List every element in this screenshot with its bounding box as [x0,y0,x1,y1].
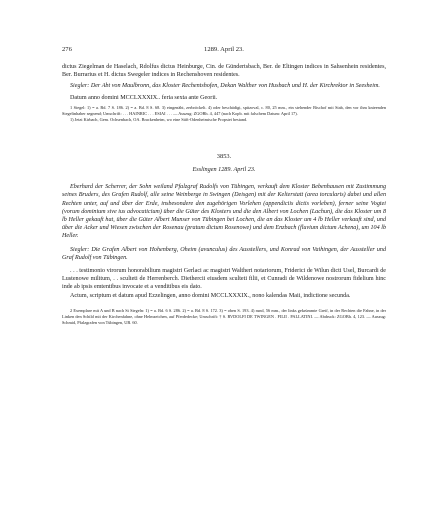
footnote: 1) Jetzt Kirbach, Gem. Ochsenbach, OA. Brackenheim, wo eine Stift-Odenheimische Propstei bestand. [70,117,248,122]
charter-dating: Datum anno domini MCCLXXXIX.. feria sexta ante Georii. [70,94,218,101]
running-header [62,46,386,56]
running-header-date: 1289. April 23. [204,46,244,53]
footnote: 2 Exemplare mit A und B nach St Siegeln: 1) = a. Bd. 6 S. 286. 2) = a. Bd. 8 S. 172. 3) = oben S. 193. 4) rund, 56 mm., der links gekrümmte Greif, in der Rechten die Fahne, in der Linken den Schild mit der Kirchenfahne, ohne Helmzeichen, auf Pferdedecke; Umschrift: † S. RVDOLFI DE TWINGEN . FILII . PALLATINI. — Abdruck: ZGOBh. 4, 123. — Auszug: Schmid, Pfalzgrafen von Tübingen, UB. 60. [62,307,386,325]
page-number: 276 [62,46,72,53]
regest-summary: Eberhard der Scherrer, der Sohn weiland Pfalzgraf Rudolfs von Tübingen, verkauft dem Kloster Bebenhausen mit Zustimmung seines Bruders, des Grafen Rudolf, alle seine Weinberge in Swingen (Deisgen) mit der Kelterstatt (area torcularis) dabei und allen Rechten unter, auf und über der Erde, insbesondere den zugehörigen Vorlehen (appendiciis dictis vorleben), ferner seine Vogtei (vorum dominium sive ius advocaticium) über die Güter des Klosters und die den Albert von Lochen (Lachun), die das Kloster um 8 lb Heller gekauft hat, über die Güter Albert Munser von Tübingen bei Lochen, die an das Kloster um 4 lb Heller verkauft sind, und über die Acker und Wiesen zwischen der Rosenau (pratum dictum Rosenowe) und dem Enzbach (fluvium dictum Achena), um 104 lb Heller. [62,184,386,240]
witness-list: . . . testimonio virorum honorabilium magistri Gerlaci ac magistri Waltheri notariorum, Friderici de Wilun dicti Usel, Burcardi de Lustenowe militum, . . sculteti de Herrenberch. Diethercii eiusdem sculteti filii, et Cunradi de Wildenowe nostrorum fidelium hinc inde ab ipsis emtentibus invocate et a venditibus eis dato. [62,267,386,291]
seals-note: Siegler: Die Grafen Albert von Hohenberg, Oheim (avunculus) des Ausstellers, und Konrad von Vaihingen, der Aussteller und Graf Rudolf von Tübingen. [62,246,386,261]
continued-charter-text: dictus Ziegelman de Haselach, Rdolfus dictus Heinburge, Cin. de Gündertsbach, Ber. de Eltingen indices in Sahsenhein residentes, Ber. Burrarius et H. dictus Swegeler indices in Rechenshoven residentes. [62,64,386,79]
document-number: 3853. [216,153,232,161]
text-column [62,63,386,326]
charter-dating: Actum, scriptum et datum apud Ezzelingen, anno domini MCCLXXXIX., nono kalendas Maii, indictione secunda. [70,292,351,299]
footnote: 1 Siegel: 1) = a. Bd. 7 S. 186. 2) = a. Bd. 8 S. 68. 3) eingenäht, zerbröckelt. 4) oder beschädigt, spitzoval, c. 80, 25 mm., ein stehender Bischof mit Stab, den vor ihm knieenden Siegelinhaber segnend; Umschrift: . . . HAINRIC . . . ESIAI . . . — Auszug: ZGOBh. 4, 447 (nach Kopb. mit falschem Datum: April 17). [62,104,386,116]
seals-note: Siegler: Der Abt von Maulbronn, das Kloster Rechentshofen, Dekan Walther von Husbach und H. der Kirchrektor in Seesheim. [70,83,380,90]
document-place-date: Esslingen 1289. April 23. [192,166,256,174]
